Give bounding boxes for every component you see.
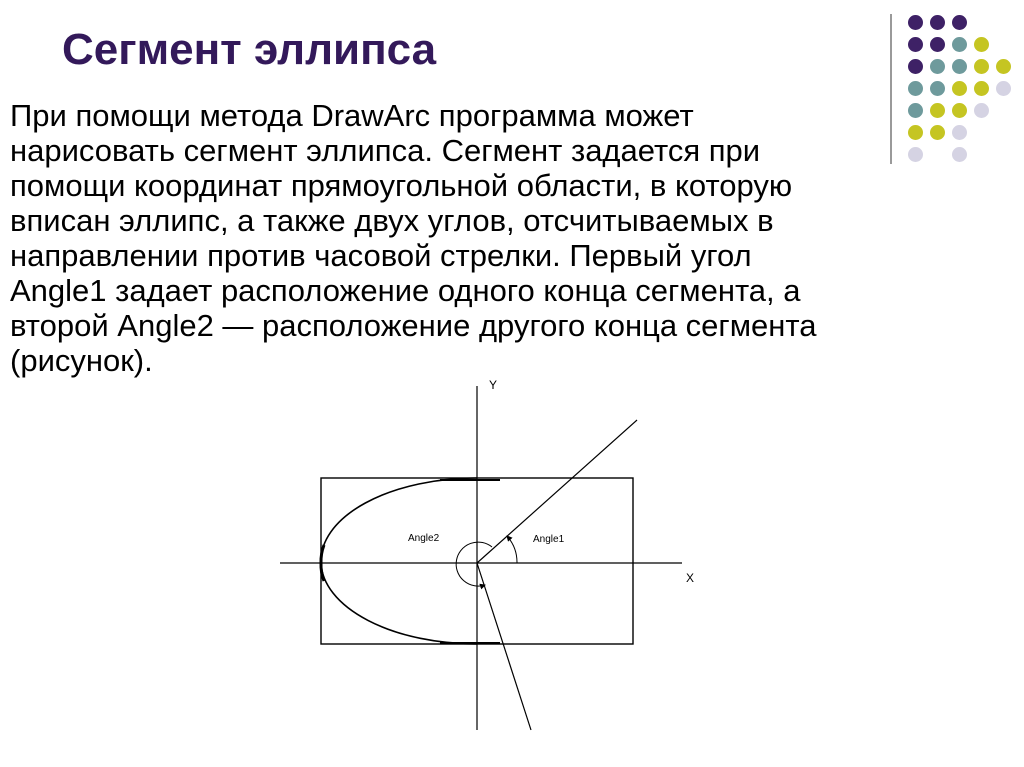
angle1-label: Angle1 <box>533 534 565 545</box>
body-line: Angle1 задает расположение одного конца сегмента, а <box>10 273 801 308</box>
body-line: нарисовать сегмент эллипса. Сегмент задается при <box>10 133 761 168</box>
body-line: При помощи метода DrawArc программа может <box>10 98 694 133</box>
x-axis-label: X <box>686 571 695 585</box>
body-line: второй Angle2 — расположение другого конца сегмента <box>10 308 817 343</box>
slide-title: Сегмент эллипса <box>62 25 437 74</box>
angle2-label: Angle2 <box>408 533 440 544</box>
body-line: вписан эллипс, а также двух углов, отсчитываемых в <box>10 203 774 238</box>
angle1-arc <box>507 536 517 563</box>
ellipse-segment-arc <box>321 478 477 644</box>
body-line: помощи координат прямоугольной области, в которую <box>10 168 793 203</box>
y-axis-label: Y <box>489 378 498 392</box>
angle2-arc <box>456 542 492 586</box>
body-line: (рисунок). <box>10 343 153 378</box>
angle2-ray <box>477 563 531 730</box>
body-line: направлении против часовой стрелки. Первый угол <box>10 238 752 273</box>
